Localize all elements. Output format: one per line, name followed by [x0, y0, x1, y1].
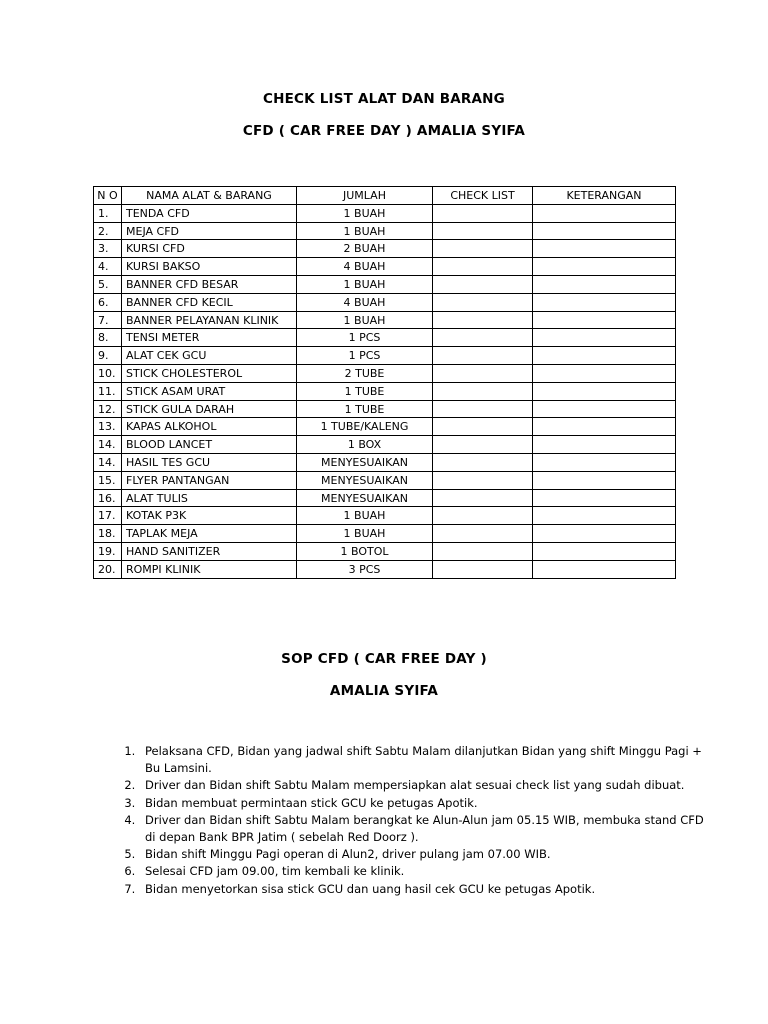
item-name: TAPLAK MEJA	[122, 525, 297, 543]
row-number: 6.	[94, 293, 122, 311]
checklist-subtitle: CFD ( CAR FREE DAY ) AMALIA SYIFA	[242, 123, 526, 139]
note-cell	[533, 382, 676, 400]
row-number: 5.	[94, 275, 122, 293]
check-cell	[433, 293, 533, 311]
item-name: BANNER CFD BESAR	[122, 275, 297, 293]
row-number: 18.	[94, 525, 122, 543]
check-cell	[433, 453, 533, 471]
note-cell	[533, 525, 676, 543]
sop-step: 4. Driver dan Bidan shift Sabtu Malam berangkat ke Alun-Alun jam 05.15 WIB, membuka stand CFD di depan Bank BPR Jatim ( sebelah Red Doorz ).	[139, 812, 709, 846]
check-cell	[433, 542, 533, 560]
check-cell	[433, 222, 533, 240]
row-number: 11.	[94, 382, 122, 400]
row-number: 1.	[94, 204, 122, 222]
item-name: MEJA CFD	[122, 222, 297, 240]
note-cell	[533, 275, 676, 293]
header-no: N O	[94, 187, 122, 205]
sop-steps-list	[112, 743, 709, 898]
item-name: STICK GULA DARAH	[122, 400, 297, 418]
row-number: 9.	[94, 347, 122, 365]
table-row	[94, 489, 676, 507]
item-name: KURSI BAKSO	[122, 258, 297, 276]
note-cell	[533, 204, 676, 222]
table-row	[94, 471, 676, 489]
note-cell	[533, 453, 676, 471]
table-row	[94, 382, 676, 400]
row-number: 10.	[94, 364, 122, 382]
check-cell	[433, 507, 533, 525]
table-row	[94, 560, 676, 578]
table-row	[94, 400, 676, 418]
checklist-body	[94, 204, 676, 578]
item-quantity: 4 BUAH	[297, 293, 433, 311]
check-cell	[433, 471, 533, 489]
item-quantity: 1 BUAH	[297, 275, 433, 293]
checklist-table	[93, 186, 676, 579]
check-cell	[433, 311, 533, 329]
header-qty: JUMLAH	[297, 187, 433, 205]
note-cell	[533, 560, 676, 578]
note-cell	[533, 418, 676, 436]
item-quantity: 1 BUAH	[297, 507, 433, 525]
sop-step: 7. Bidan menyetorkan sisa stick GCU dan uang hasil cek GCU ke petugas Apotik.	[139, 881, 709, 898]
row-number: 13.	[94, 418, 122, 436]
note-cell	[533, 293, 676, 311]
note-cell	[533, 240, 676, 258]
table-row	[94, 418, 676, 436]
check-cell	[433, 275, 533, 293]
check-cell	[433, 347, 533, 365]
row-number: 4.	[94, 258, 122, 276]
item-quantity: 1 BOX	[297, 436, 433, 454]
sop-step: 1. Pelaksana CFD, Bidan yang jadwal shift Sabtu Malam dilanjutkan Bidan yang shift Minggu Pagi + Bu Lamsini.	[139, 743, 709, 777]
check-cell	[433, 258, 533, 276]
item-quantity: 3 PCS	[297, 560, 433, 578]
row-number: 17.	[94, 507, 122, 525]
row-number: 2.	[94, 222, 122, 240]
check-cell	[433, 382, 533, 400]
note-cell	[533, 364, 676, 382]
header-name: NAMA ALAT & BARANG	[122, 187, 297, 205]
item-name: KOTAK P3K	[122, 507, 297, 525]
note-cell	[533, 347, 676, 365]
check-cell	[433, 436, 533, 454]
check-cell	[433, 364, 533, 382]
header-note: KETERANGAN	[533, 187, 676, 205]
item-name: ROMPI KLINIK	[122, 560, 297, 578]
table-row	[94, 525, 676, 543]
note-cell	[533, 222, 676, 240]
item-quantity: 1 BOTOL	[297, 542, 433, 560]
note-cell	[533, 489, 676, 507]
item-name: KURSI CFD	[122, 240, 297, 258]
row-number: 7.	[94, 311, 122, 329]
sop-step: 5. Bidan shift Minggu Pagi operan di Alun2, driver pulang jam 07.00 WIB.	[139, 846, 709, 863]
check-cell	[433, 489, 533, 507]
item-quantity: 1 TUBE/KALENG	[297, 418, 433, 436]
row-number: 20.	[94, 560, 122, 578]
table-row	[94, 364, 676, 382]
checklist-title: CHECK LIST ALAT DAN BARANG	[263, 91, 505, 107]
sop-step: 2. Driver dan Bidan shift Sabtu Malam mempersiapkan alat sesuai check list yang sudah dibuat.	[139, 777, 709, 794]
row-number: 8.	[94, 329, 122, 347]
row-number: 3.	[94, 240, 122, 258]
item-name: HASIL TES GCU	[122, 453, 297, 471]
item-quantity: MENYESUAIKAN	[297, 471, 433, 489]
item-name: BANNER PELAYANAN KLINIK	[122, 311, 297, 329]
table-row	[94, 347, 676, 365]
check-cell	[433, 400, 533, 418]
table-row	[94, 453, 676, 471]
note-cell	[533, 471, 676, 489]
note-cell	[533, 311, 676, 329]
note-cell	[533, 542, 676, 560]
item-name: HAND SANITIZER	[122, 542, 297, 560]
table-row	[94, 275, 676, 293]
item-quantity: 4 BUAH	[297, 258, 433, 276]
item-name: TENSI METER	[122, 329, 297, 347]
item-quantity: 1 BUAH	[297, 222, 433, 240]
item-quantity: 1 PCS	[297, 347, 433, 365]
item-quantity: 1 PCS	[297, 329, 433, 347]
item-quantity: 1 BUAH	[297, 525, 433, 543]
check-cell	[433, 329, 533, 347]
table-row	[94, 436, 676, 454]
item-name: STICK ASAM URAT	[122, 382, 297, 400]
row-number: 15.	[94, 471, 122, 489]
check-cell	[433, 240, 533, 258]
row-number: 14.	[94, 436, 122, 454]
sop-step: 3. Bidan membuat permintaan stick GCU ke petugas Apotik.	[139, 795, 709, 812]
check-cell	[433, 560, 533, 578]
item-name: KAPAS ALKOHOL	[122, 418, 297, 436]
table-row	[94, 507, 676, 525]
sop-subtitle: AMALIA SYIFA	[329, 683, 439, 699]
item-quantity: 2 BUAH	[297, 240, 433, 258]
check-cell	[433, 418, 533, 436]
header-check: CHECK LIST	[433, 187, 533, 205]
item-quantity: 1 TUBE	[297, 382, 433, 400]
note-cell	[533, 507, 676, 525]
item-quantity: 1 TUBE	[297, 400, 433, 418]
item-name: TENDA CFD	[122, 204, 297, 222]
item-quantity: 1 BUAH	[297, 311, 433, 329]
item-name: BLOOD LANCET	[122, 436, 297, 454]
note-cell	[533, 258, 676, 276]
sop-step: 6. Selesai CFD jam 09.00, tim kembali ke klinik.	[139, 863, 709, 880]
item-name: ALAT TULIS	[122, 489, 297, 507]
item-quantity: 1 BUAH	[297, 204, 433, 222]
table-row	[94, 204, 676, 222]
item-quantity: 2 TUBE	[297, 364, 433, 382]
note-cell	[533, 329, 676, 347]
note-cell	[533, 400, 676, 418]
table-header-row	[94, 187, 676, 205]
table-row	[94, 258, 676, 276]
item-quantity: MENYESUAIKAN	[297, 453, 433, 471]
row-number: 12.	[94, 400, 122, 418]
table-row	[94, 222, 676, 240]
row-number: 14.	[94, 453, 122, 471]
row-number: 16.	[94, 489, 122, 507]
sop-title: SOP CFD ( CAR FREE DAY )	[281, 651, 487, 667]
item-name: STICK CHOLESTEROL	[122, 364, 297, 382]
item-quantity: MENYESUAIKAN	[297, 489, 433, 507]
check-cell	[433, 525, 533, 543]
item-name: FLYER PANTANGAN	[122, 471, 297, 489]
item-name: BANNER CFD KECIL	[122, 293, 297, 311]
table-row	[94, 240, 676, 258]
note-cell	[533, 436, 676, 454]
table-row	[94, 542, 676, 560]
table-row	[94, 329, 676, 347]
row-number: 19.	[94, 542, 122, 560]
table-row	[94, 311, 676, 329]
table-row	[94, 293, 676, 311]
check-cell	[433, 204, 533, 222]
item-name: ALAT CEK GCU	[122, 347, 297, 365]
